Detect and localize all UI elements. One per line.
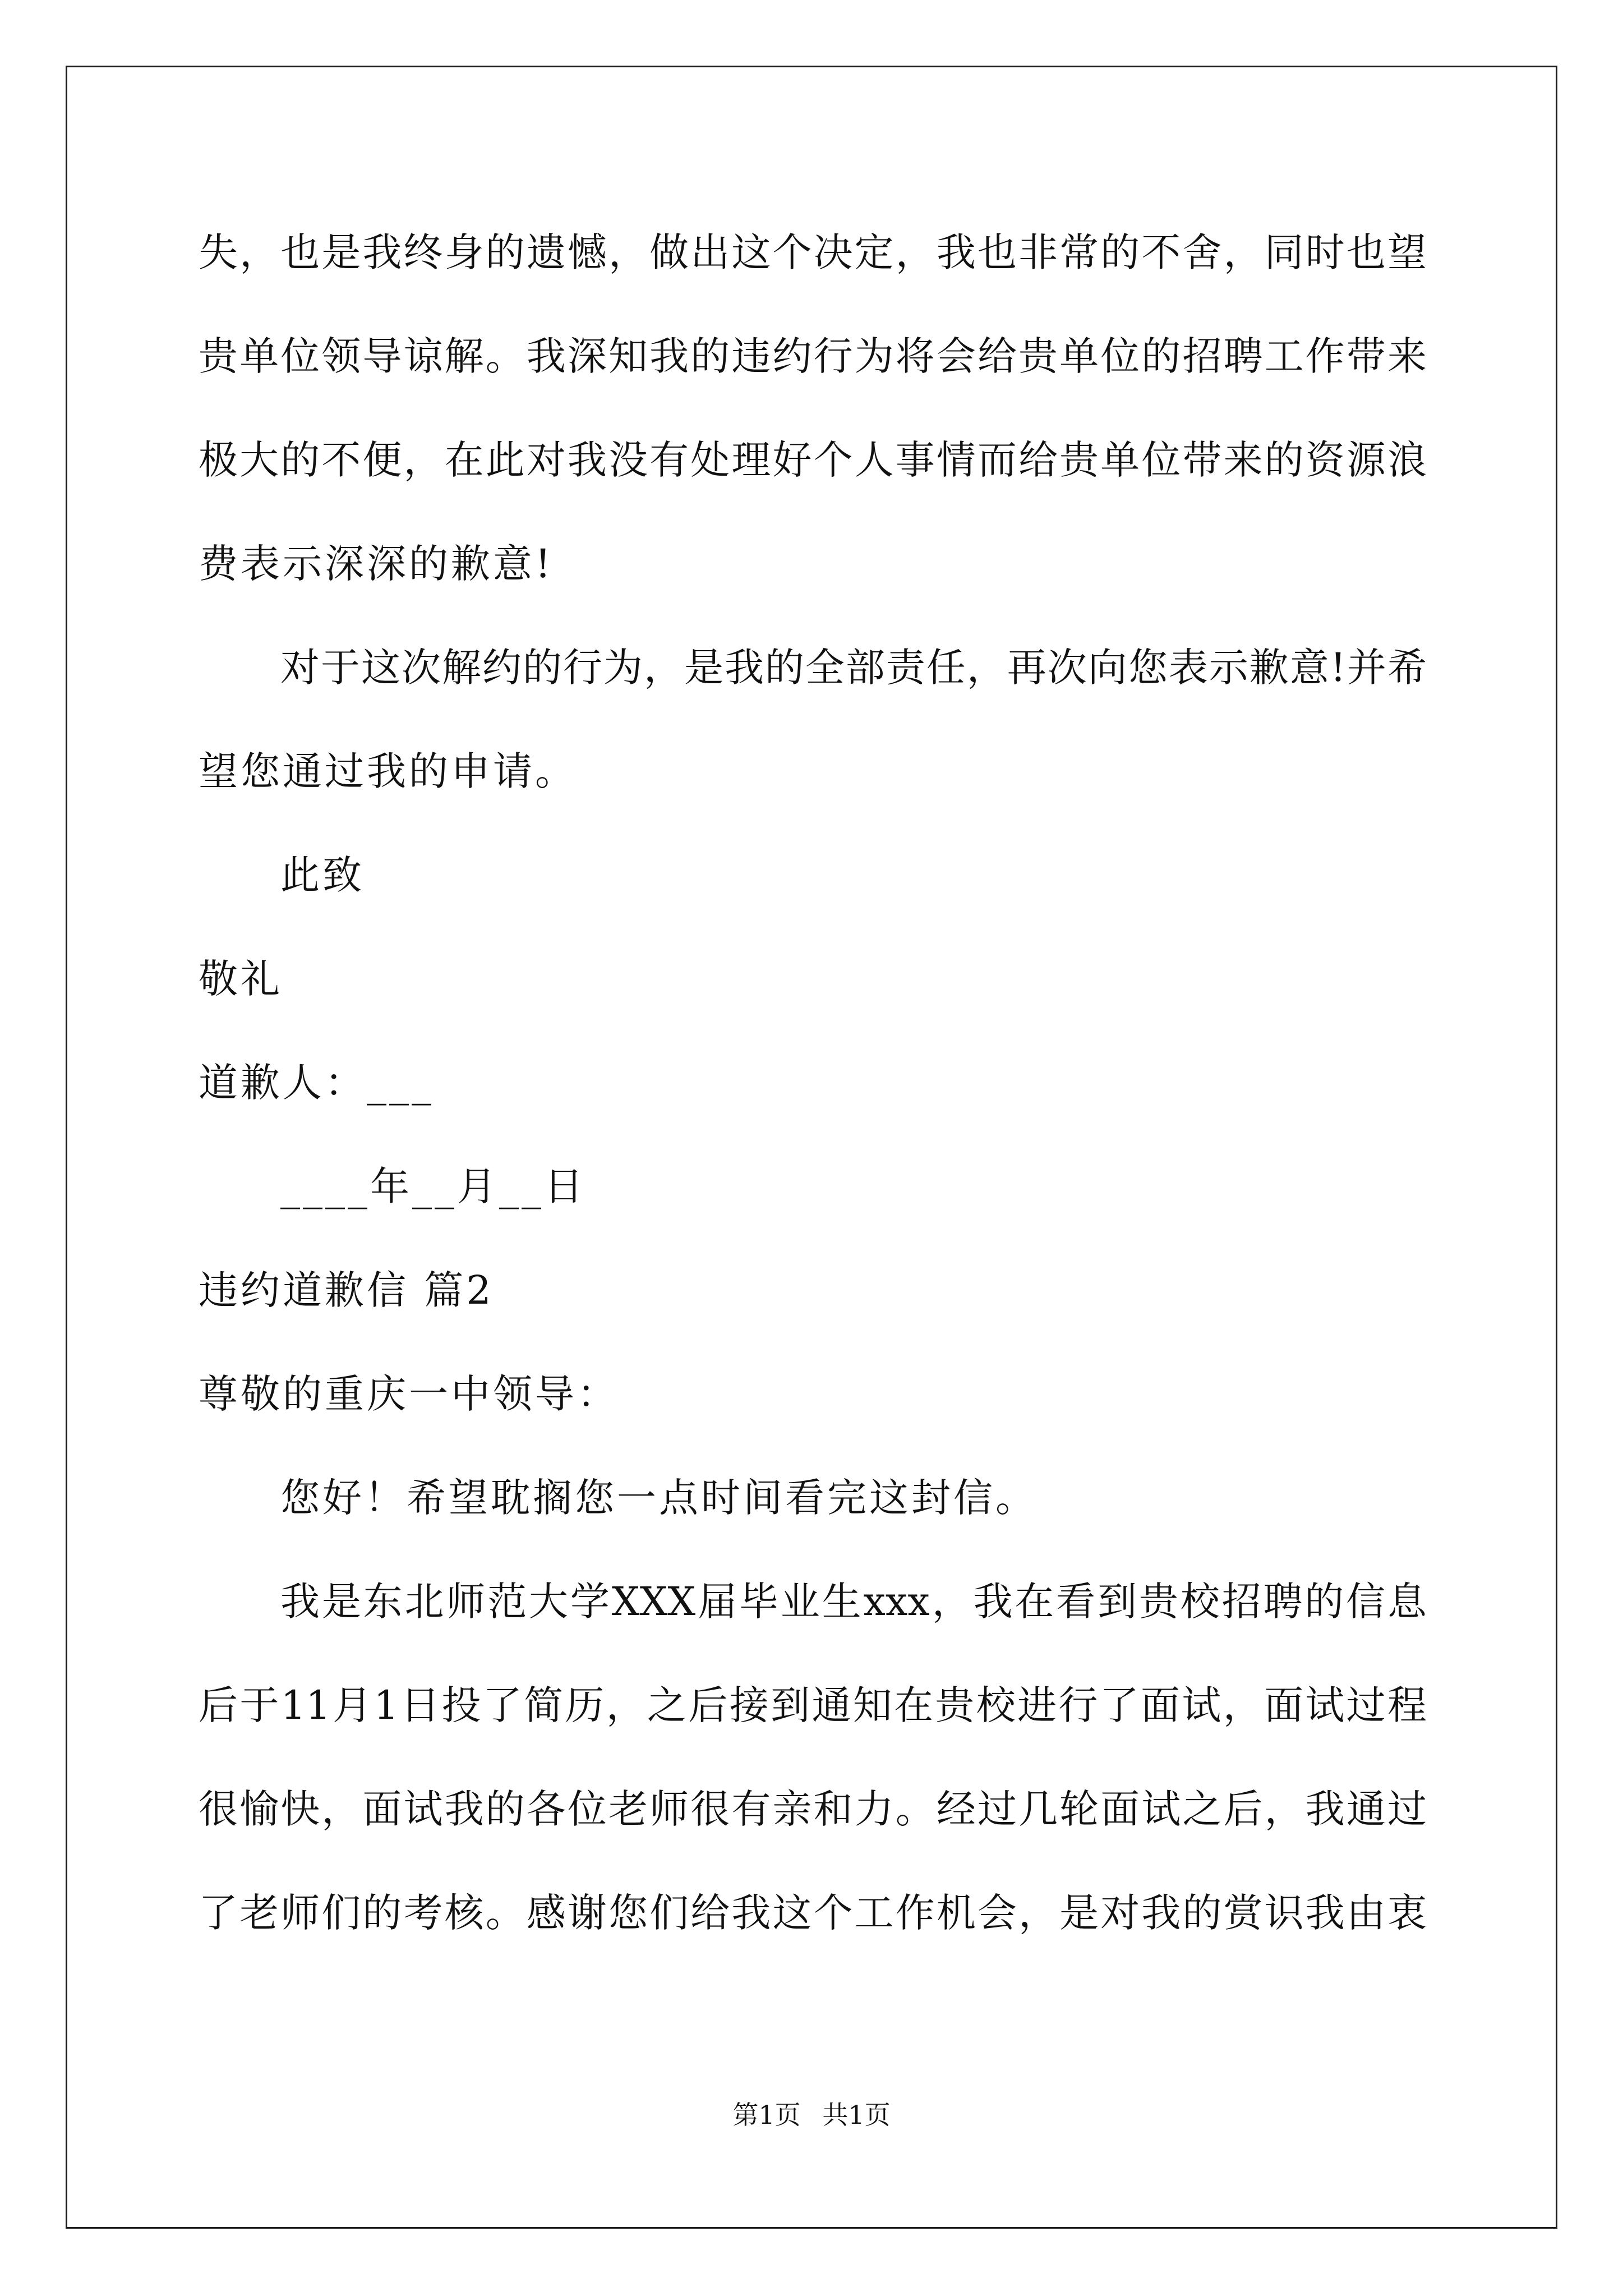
page-footer (0, 2098, 1623, 2132)
body-line-13: 您好！希望耽搁您一点时间看完这封信。 (280, 1475, 1038, 1521)
body-line-5: 对于这次解约的行为，是我的全部责任，再次向您表示歉意!并希 (280, 645, 1427, 691)
letter-greeting: 尊敬的重庆一中领导： (199, 1371, 619, 1417)
body-line-1: 失，也是我终身的遗憾，做出这个决定，我也非常的不舍，同时也望 (199, 229, 1427, 275)
signature-line: 道歉人：___ (199, 1060, 434, 1106)
body-line-4: 费表示深深的歉意! (199, 541, 554, 587)
section-heading: 违约道歉信 篇2 (199, 1267, 494, 1313)
body-line-2: 贵单位领导谅解。我深知我的违约行为将会给贵单位的招聘工作带来 (199, 333, 1427, 379)
body-line-3: 极大的不便，在此对我没有处理好个人事情而给贵单位带来的资源浪 (199, 437, 1427, 483)
body-line-14: 我是东北师范大学XXX届毕业生xxx，我在看到贵校招聘的信息 (280, 1579, 1427, 1625)
page-total: 共1页 (822, 2100, 891, 2130)
date-line: ____年__月__日 (280, 1163, 586, 1209)
body-line-16: 很愉快，面试我的各位老师很有亲和力。经过几轮面试之后，我通过 (199, 1786, 1427, 1832)
page-number: 第1页 (732, 2100, 801, 2130)
body-line-15: 后于11月1日投了简历，之后接到通知在贵校进行了面试，面试过程 (199, 1682, 1427, 1728)
closing-regards: 敬礼 (199, 956, 283, 1002)
body-line-6: 望您通过我的申请。 (199, 748, 577, 794)
body-line-17: 了老师们的考核。感谢您们给我这个工作机会，是对我的赏识我由衷 (199, 1890, 1427, 1936)
closing-salutation: 此致 (280, 852, 365, 898)
